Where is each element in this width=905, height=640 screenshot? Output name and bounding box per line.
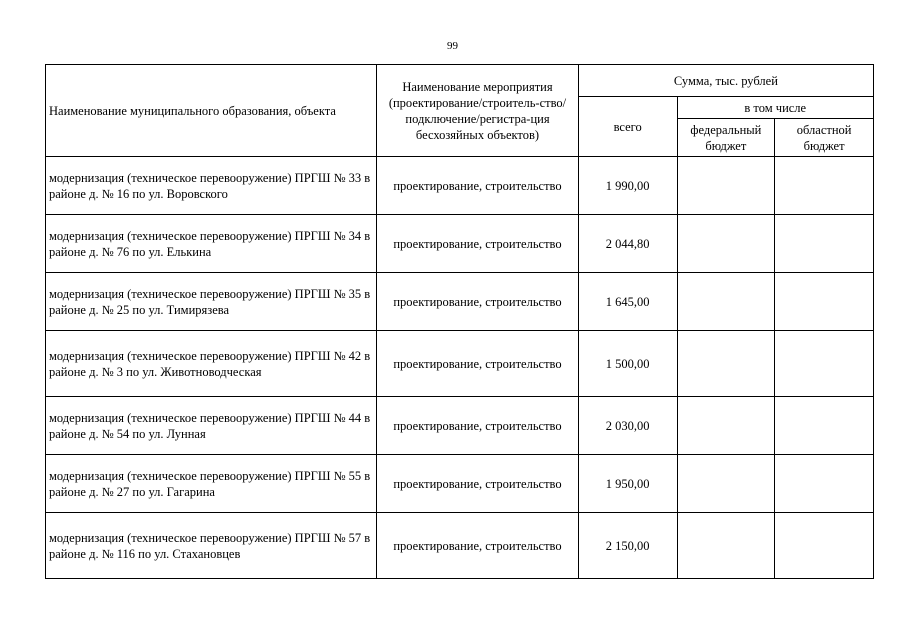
header-regional: областной бюджет — [775, 119, 874, 157]
object-name: модернизация (техническое перевооружение) ПРГШ № 55 в районе д. № 27 по ул. Гагарина — [46, 455, 377, 513]
total-amount: 1 950,00 — [578, 455, 677, 513]
table-row — [46, 331, 874, 397]
total-amount: 2 044,80 — [578, 215, 677, 273]
activity-name: проектирование, строительство — [377, 455, 579, 513]
total-amount: 2 150,00 — [578, 513, 677, 579]
federal-amount — [677, 331, 775, 397]
object-name: модернизация (техническое перевооружение) ПРГШ № 44 в районе д. № 54 по ул. Лунная — [46, 397, 377, 455]
activity-name: проектирование, строительство — [377, 215, 579, 273]
regional-amount — [775, 331, 874, 397]
activity-name: проектирование, строительство — [377, 331, 579, 397]
federal-amount — [677, 157, 775, 215]
table-row — [46, 513, 874, 579]
total-amount: 1 500,00 — [578, 331, 677, 397]
federal-amount — [677, 273, 775, 331]
table-row — [46, 273, 874, 331]
regional-amount — [775, 455, 874, 513]
regional-amount — [775, 157, 874, 215]
header-federal: федеральный бюджет — [677, 119, 775, 157]
federal-amount — [677, 513, 775, 579]
header-activity: Наименование мероприятия (проектирование/строитель-ство/подключение/регистра-ция бесхозяйных объектов) — [377, 65, 579, 157]
object-name: модернизация (техническое перевооружение) ПРГШ № 57 в районе д. № 116 по ул. Стахановцев — [46, 513, 377, 579]
table-body — [46, 157, 874, 579]
federal-amount — [677, 455, 775, 513]
federal-amount — [677, 215, 775, 273]
activity-name: проектирование, строительство — [377, 157, 579, 215]
total-amount: 2 030,00 — [578, 397, 677, 455]
object-name: модернизация (техническое перевооружение) ПРГШ № 34 в районе д. № 76 по ул. Елькина — [46, 215, 377, 273]
header-sum: Сумма, тыс. рублей — [578, 65, 873, 97]
regional-amount — [775, 513, 874, 579]
object-name: модернизация (техническое перевооружение) ПРГШ № 33 в районе д. № 16 по ул. Воровского — [46, 157, 377, 215]
activity-name: проектирование, строительство — [377, 513, 579, 579]
object-name: модернизация (техническое перевооружение) ПРГШ № 35 в районе д. № 25 по ул. Тимирязева — [46, 273, 377, 331]
header-including: в том числе — [677, 97, 873, 119]
header-total: всего — [578, 97, 677, 157]
federal-amount — [677, 397, 775, 455]
object-name: модернизация (техническое перевооружение) ПРГШ № 42 в районе д. № 3 по ул. Животноводческая — [46, 331, 377, 397]
activity-name: проектирование, строительство — [377, 273, 579, 331]
table-row — [46, 215, 874, 273]
activity-name: проектирование, строительство — [377, 397, 579, 455]
table-header — [46, 65, 874, 157]
total-amount: 1 990,00 — [578, 157, 677, 215]
regional-amount — [775, 397, 874, 455]
table-row — [46, 455, 874, 513]
total-amount: 1 645,00 — [578, 273, 677, 331]
regional-amount — [775, 215, 874, 273]
regional-amount — [775, 273, 874, 331]
table-row — [46, 157, 874, 215]
table-row — [46, 397, 874, 455]
budget-table — [45, 64, 874, 579]
page-number: 99 — [447, 40, 458, 52]
header-object: Наименование муниципального образования, объекта — [46, 65, 377, 157]
